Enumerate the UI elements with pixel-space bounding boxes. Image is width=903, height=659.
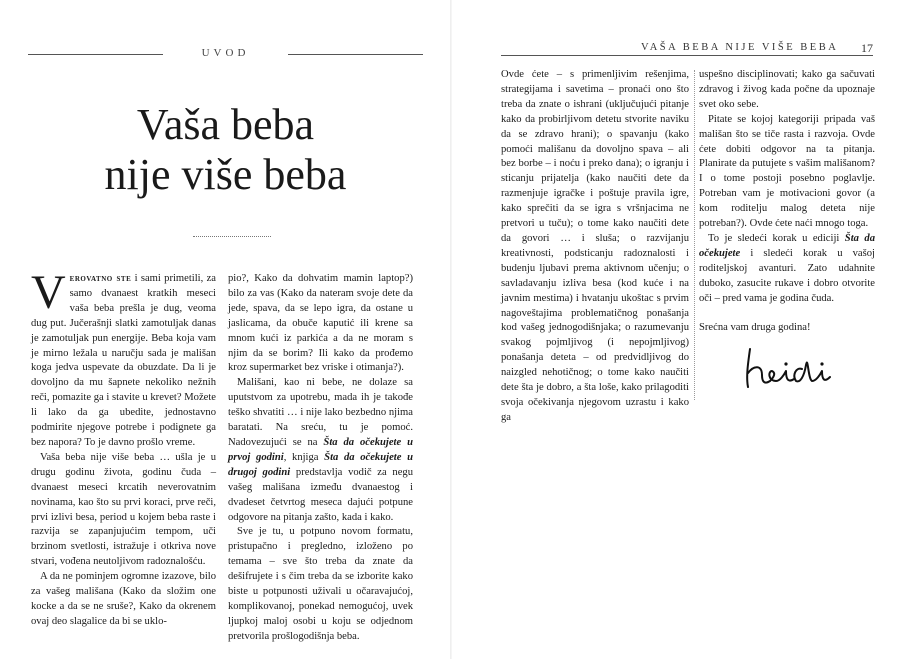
paragraph: Pitate se kojoj kategoriji pripada vaš mališan što se tiče rasta i razvoja. Ovde ćete dobiti odgovor na ta pitanja. Planirate da putujete s vašim mališanom? I o tome postoji posebno poglavlje. Potreban vam je motivacioni govor (a kom roditelju malog deteta nije potreban?). Ovde ćete naći mnogo toga. bbox=[699, 113, 875, 230]
chapter-title-line2: nije više beba bbox=[104, 150, 347, 199]
page-number: 17 bbox=[861, 41, 873, 55]
column-divider bbox=[694, 70, 695, 400]
paragraph-text: i sami primetili, za samo dvanaest kratkih meseci vaša beba prešla je dug, veoma dug put. Jučerašnji slatki zamotuljak danas je zamotuljak pun energije. Beba koja vam je mirno ležala u naručju sada je mališan koga jedva uspevate da obuzdate. Da li je dovoljno da mu šapnete nekoliko nežnih reči, pomazite ga i stavite u krevet? Možete li lako da ga ubedite, jednostavno podmirite njegove potrebe i podignete ga bez napora? To je davno prošlo vreme. bbox=[31, 273, 216, 448]
running-head-left-label: UVOD bbox=[201, 47, 250, 59]
paragraph bbox=[228, 376, 413, 525]
text-column-1 bbox=[31, 266, 216, 630]
running-head-rule-right bbox=[288, 54, 423, 55]
chapter-title bbox=[28, 100, 423, 200]
drop-cap: V bbox=[31, 266, 66, 319]
running-head-left bbox=[28, 47, 423, 61]
chapter-title-line1: Vaša beba bbox=[136, 100, 315, 149]
paragraph: Vaša beba nije više beba … ušla je u drugu godinu života, godinu čuda – dvanaest meseci krcatih neverovatnim novinama, kao što su prvi koraci, prve reči, prvi izlivi besa, period u kojem beba raste i razvija se zapanjujućim tempom, uči brzinom svetlosti, istražuje i otkriva nove stvari, vođena neutoljivom radoznalošću. bbox=[31, 451, 216, 568]
book-title: Šta da očekujete u prvoj godini bbox=[228, 436, 413, 463]
running-head-right bbox=[501, 42, 873, 56]
signature-heidi bbox=[742, 335, 852, 395]
title-ornament-rule bbox=[193, 236, 271, 237]
running-head-right-label: VAŠA BEBA NIJE VIŠE BEBA bbox=[641, 42, 839, 53]
running-head-rule-left bbox=[28, 54, 163, 55]
signature-drawing bbox=[742, 335, 852, 395]
paragraph-text: i sledeći korak u vašoj roditeljskoj avanturi. Zato udahnite duboko, zasucite rukave i dobro otvorite oči – pred vama je godina čuda. bbox=[699, 247, 875, 304]
paragraph: Sve je tu, u potpuno novom formatu, pristupačno i pregledno, izloženo po temama – sve što treba da znate da dešifrujete i s čim treba da se izborite kako biste u potpunosti uživali u očaravajućoj, komplikovanoj, ponekad nemogućoj, uvek ljupkoj maloj osobi u koju se odjednom pretvorila prošlogodišnja beba. bbox=[228, 526, 413, 642]
paragraph: A da ne pominjem ogromne izazove, bilo za vašeg mališana (Kako da složim one kocke a da se ne sruše?, Kako da okrenem ovaj deo slagalice da bi se uklo- bbox=[31, 571, 216, 627]
running-head-rule bbox=[501, 55, 873, 56]
right-page bbox=[452, 0, 903, 659]
paragraph-text: To je sledeći korak u ediciji bbox=[708, 232, 845, 244]
left-page bbox=[0, 0, 451, 659]
paragraph bbox=[31, 266, 216, 451]
text-column-3 bbox=[501, 68, 689, 426]
paragraph: pio?, Kako da dohvatim mamin laptop?) bilo za vas (Kako da nateram svoje dete da jede, spava, da se lepo igra, da ostane u jaslicama, da obuče kaputić ili krene sa mnom kući iz parkića a da ne moram s njim da se borim? Ili kako da prođemo kroz supermarket bez vriske i otimanja?). bbox=[228, 273, 413, 374]
paragraph: uspešno disciplinovati; kako ga sačuvati zdravog i živog kada počne da upoznaje svet oko sebe. bbox=[699, 69, 875, 110]
paragraph-text: predstavlja vodič za negu vašeg mališana između dvanaestog i dvadeset četvrtog meseca dajući potpune odgovore na pitanja zašto, kada i kako. bbox=[228, 466, 413, 523]
text-column-4 bbox=[699, 68, 875, 335]
book-title: Šta da očekujete u drugoj godini bbox=[228, 451, 413, 478]
book-title: Šta da očekujete bbox=[699, 232, 875, 259]
paragraph-text: Mališani, kao ni bebe, ne dolaze sa uputstvom za upotrebu, mada ih je takođe teško shvatiti … i nije lako bezbedno njima baratati. Na sreću, tu je pomoć. Nadovezujući se na bbox=[228, 377, 413, 448]
closing-line: Srećna vam druga godina! bbox=[699, 321, 811, 333]
text-column-2 bbox=[228, 272, 413, 645]
lead-smallcaps: erovatno ste bbox=[69, 273, 132, 284]
paragraph-text: , knjiga bbox=[283, 451, 325, 463]
paragraph bbox=[699, 232, 875, 307]
paragraph: Ovde ćete – s primenljivim rešenjima, strategijama i savetima – pronaći ono što treba da znate o ishrani (uključujući pitanje kako da probirljivom detetu stvorite naviku da se zdravo hrani); o spavanju (kako pomoći mališanu da dovoljno spava – ali bez borbe – i noću i preko dana); o igranju i sticanju prijatelja (kako naučiti dete da razmenjuje igračke i poštuje pravila igre, kako sprečiti da se igra s vršnjacima ne pretvori u tuču); o tome kako naučiti dete da govori … i sluša; o razvijanju kreativnosti, podsticanju radoznalosti i budenju ljubavi prema aktivnom učenju; o savladavanju izliva besa (kod kuće i na javnim mestima) i hvatanju ukoštac s prvim nagoveštajima problematičnog ponašanja kod vašeg jednogodišnjaka; o razumevanju svakog pojmljivog (i nepojmljivog) ponašanja deteta – od predvidljivog do naizgled nehotičnog; o tome kako naučiti dete šta je dobro, a šta loše, kako prilagoditi svoja očekivanja njegovom uzrastu i kako ga bbox=[501, 69, 689, 423]
